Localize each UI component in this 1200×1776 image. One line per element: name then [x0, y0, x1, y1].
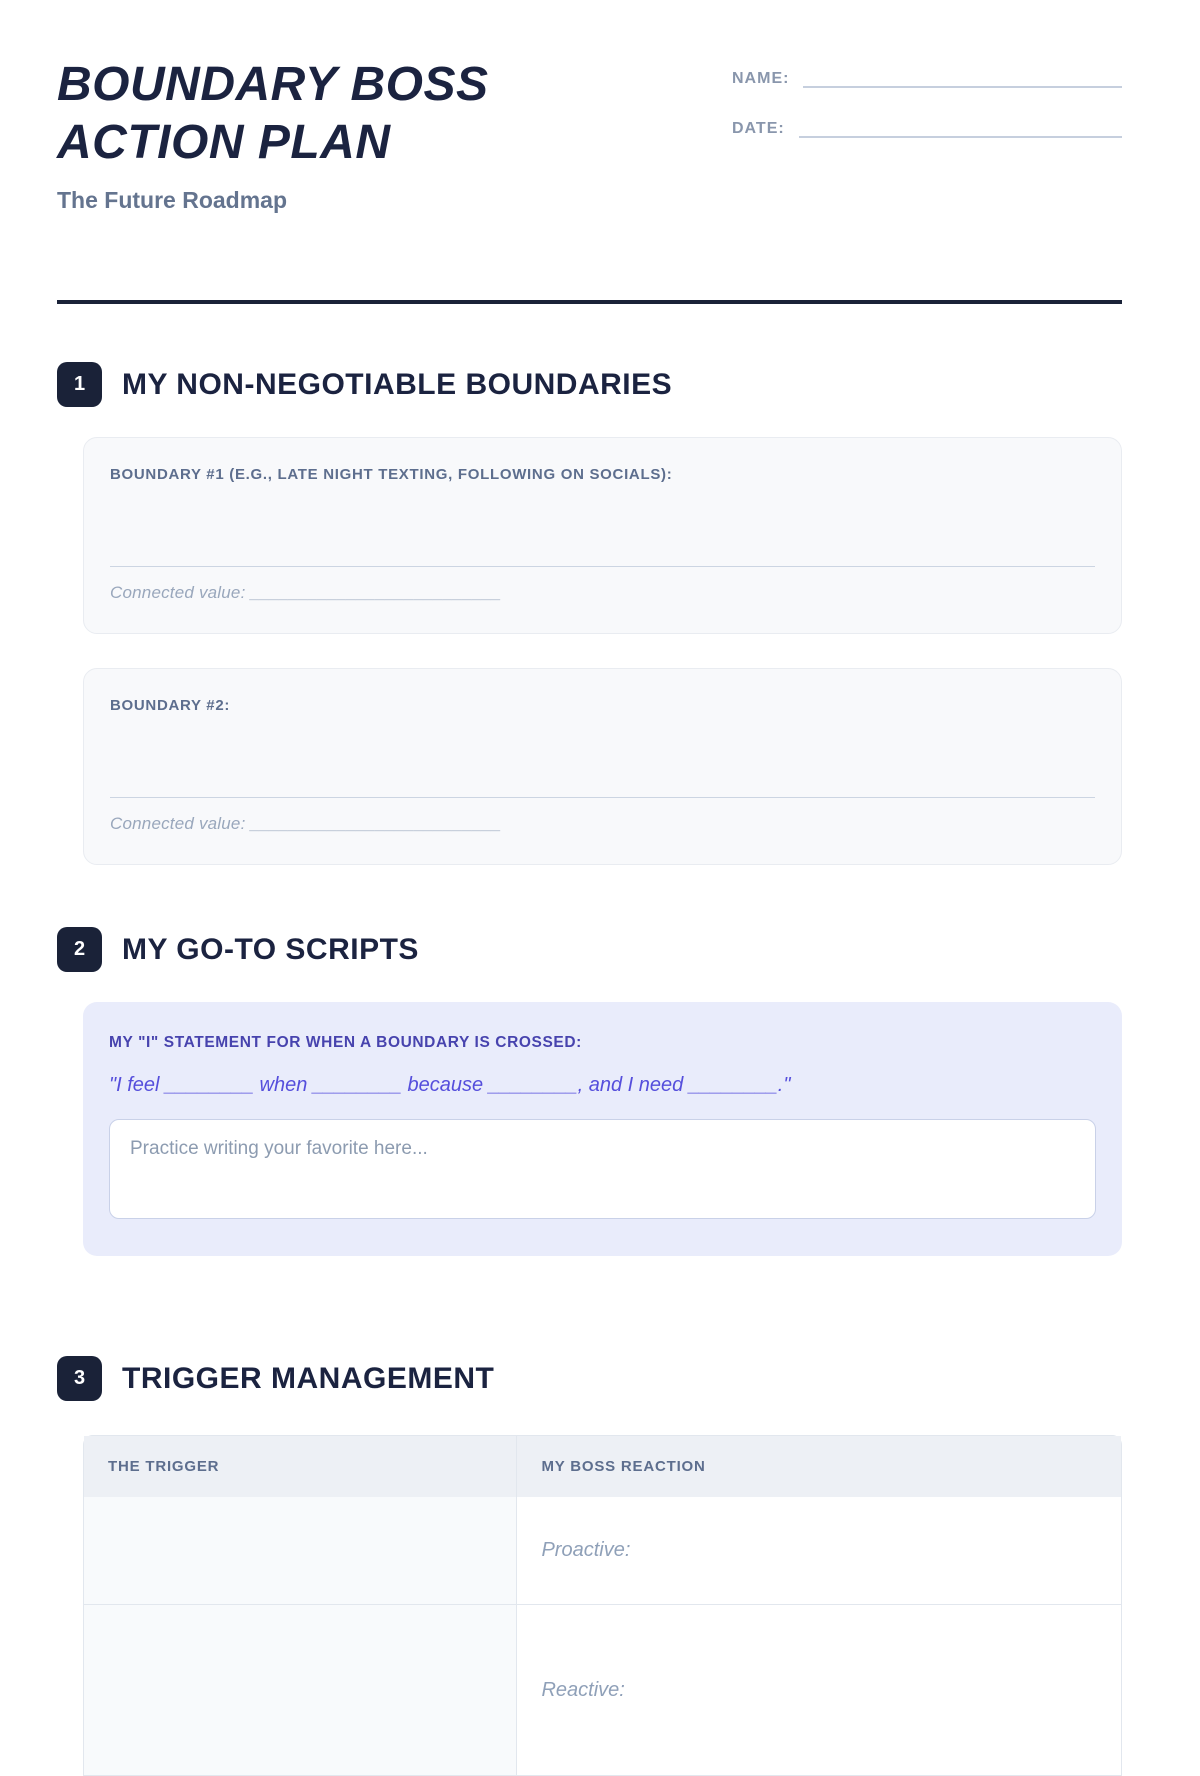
boundary-2-card	[83, 668, 1122, 865]
boundary-2-input[interactable]	[110, 772, 1095, 798]
page-title-line2: ACTION PLAN	[57, 115, 391, 169]
date-label: DATE:	[732, 120, 785, 137]
proactive-label: Proactive:	[541, 1539, 631, 1562]
section-3-body	[83, 1435, 1122, 1776]
name-field-row	[732, 64, 1122, 88]
page-title-line1: BOUNDARY BOSS	[57, 58, 489, 111]
boundary-2-connected-value: Connected value: __________________________	[110, 814, 502, 834]
section-2-title: MY GO-TO SCRIPTS	[122, 932, 419, 966]
i-statement-template: "I feel ________ when ________ because ________, and I need ________."	[109, 1074, 791, 1097]
table-row	[84, 1497, 1121, 1604]
name-label: NAME:	[732, 70, 790, 87]
boundary-1-connected-value: Connected value: __________________________	[110, 583, 502, 603]
name-date-fields	[732, 56, 1122, 164]
trigger-table-body	[84, 1497, 1121, 1775]
trigger-table	[83, 1435, 1122, 1776]
page-title	[57, 56, 488, 171]
reactive-label: Reactive:	[541, 1678, 625, 1701]
section-1-header	[57, 362, 1122, 407]
section-1-number-badge: 1	[57, 362, 102, 407]
page-subtitle: The Future Roadmap	[57, 187, 288, 214]
table-row	[84, 1604, 1121, 1775]
title-block	[57, 56, 488, 214]
reaction-cell-1[interactable]	[517, 1497, 1121, 1604]
section-3-header	[57, 1356, 1122, 1401]
header-divider	[57, 300, 1122, 304]
i-statement-label: MY "I" STATEMENT FOR WHEN A BOUNDARY IS CROSSED:	[109, 1034, 582, 1052]
reaction-cell-2[interactable]	[517, 1605, 1121, 1775]
practice-textarea[interactable]	[109, 1119, 1096, 1219]
section-2-header	[57, 927, 1122, 972]
boundary-1-card	[83, 437, 1122, 634]
section-3-number-badge: 3	[57, 1356, 102, 1401]
header	[57, 56, 1122, 214]
boundary-2-label: BOUNDARY #2:	[110, 697, 231, 715]
trigger-cell-2[interactable]	[84, 1605, 517, 1775]
date-input[interactable]	[799, 114, 1122, 138]
boundary-1-input[interactable]	[110, 541, 1095, 567]
trigger-table-header-row	[84, 1436, 1121, 1497]
name-input[interactable]	[803, 64, 1122, 88]
section-1-body	[83, 437, 1122, 865]
boundary-1-label: BOUNDARY #1 (E.G., LATE NIGHT TEXTING, FOLLOWING ON SOCIALS):	[110, 466, 673, 484]
column-header-reaction: MY BOSS REACTION	[541, 1458, 706, 1476]
section-3-title: TRIGGER MANAGEMENT	[122, 1361, 495, 1395]
column-header-trigger: THE TRIGGER	[84, 1436, 517, 1497]
section-2-body	[83, 1002, 1122, 1256]
section-1-title: MY NON-NEGOTIABLE BOUNDARIES	[122, 367, 673, 401]
section-2-number-badge: 2	[57, 927, 102, 972]
trigger-cell-1[interactable]	[84, 1497, 517, 1604]
i-statement-card	[83, 1002, 1122, 1256]
date-field-row	[732, 114, 1122, 138]
